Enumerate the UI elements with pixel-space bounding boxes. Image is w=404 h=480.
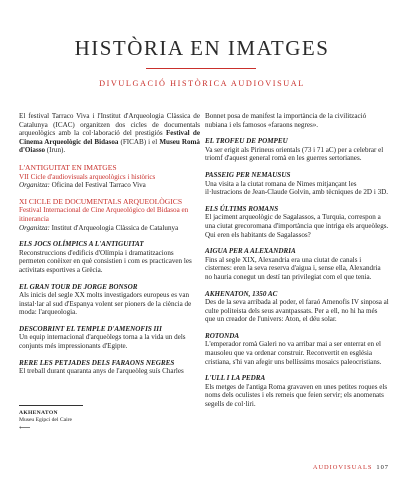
page-subtitle: DIVULGACIÓ HISTÒRICA AUDIOVISUAL [99,79,305,88]
film-entry [205,171,389,197]
film-entry [205,137,389,163]
film-entry [19,283,200,317]
intro-paragraph [19,112,200,155]
cycle-heading-1: L'ANTIGUITAT EN IMATGES [19,162,117,172]
film-title: ELS ÚLTIMS ROMANS [205,204,279,213]
film-entry [205,332,389,366]
film-title: ELS JOCS OLÍMPICS A L'ANTIGUITAT [19,240,144,249]
film-description: Els metges de l'antiga Roma gravaven en unes petites roques els noms dels oculistes i els remeis que feien servir; els anomenats segells de col·liri. [205,382,388,409]
film-description: Un equip internacional d'arqueòlegs torna a la vida un dels conjunts més impressionants d'Egipte. [19,333,186,351]
left-column [19,112,200,376]
film-description: El treball durant quaranta anys de l'arqueòleg suís Charles [19,367,184,376]
film-title: AIGUA PER A ALEXANDRIA [205,247,296,256]
cycle-line-2: Festival Internacional de Cine Arqueológico del Bidasoa en itinerancia [19,206,189,223]
continued-text: Bonnet posa de manifest la importància de la civilització nubiana i els famosos «faraons negres». [205,112,367,129]
section-label: AUDIOVISUALS [312,464,373,471]
caption-divider [19,405,83,406]
cycle-organizer-1 [19,181,200,190]
film-title: ROTONDA [205,331,240,340]
right-column [205,112,389,409]
film-title: DESCOBRINT EL TEMPLE D'AMENOFIS III [19,324,162,333]
organizer-value: Institut d'Arqueologia Clàssica de Catalunya [49,223,179,232]
film-description: L'emperador romà Galeri no va arribar mai a ser enterrat en el mausoleu que va ordenar construir. Reconvertit en església cristiana, s'hi van afegir uns bellíssims mosaics paleocristians. [205,340,382,366]
intro-ficab: Festival de Cinema Arqueològic del Bidasoa [19,129,200,146]
film-entry [205,205,389,239]
film-description: Va ser erigit als Pirineus orientals (73 i 71 aC) per a celebrar el triomf d'aquest general romà en les guerres sertorianes. [205,145,384,163]
page-number: 107 [376,464,389,471]
left-arrow-icon: ⟵ [19,423,31,432]
caption-title: AKHENATON [19,410,58,416]
film-entry [205,374,389,408]
film-title: RERE LES PETJADES DELS FARAONS NEGRES [19,358,175,367]
title-divider [146,68,256,69]
film-title: EL TROFEU DE POMPEU [205,137,288,146]
intro-text-1: El festival Tarraco Viva i l'Institut d'Arqueologia Clàssica de Catalunya (ICAC) organitzen dos cicles de documentals arqueològics amb la col·laboració del prestigiós [19,112,200,138]
film-description: Una visita a la ciutat romana de Nimes mitjançant les il·lustracions de Jean-Claude Golvin, amb tècniques de 2D i 3D. [205,179,389,197]
film-title: PASSEIG PER NEMAUSUS [205,170,291,179]
film-description: Fins al segle XIX, Alexandria era una ciutat de canals i cisternes: eren la seva reserva d'aigua i, sense ella, Alexandria no hauria conegut un destí tan privilegiat com el que tenia. [205,255,381,281]
image-caption [19,410,72,432]
cycle-organizer-2 [19,224,200,233]
page-title: HISTÒRIA EN IMATGES [74,36,330,60]
intro-text-2: (FICAB) i el [118,137,160,146]
cycle-block-2 [19,198,200,232]
film-description: El jaciment arqueològic de Sagalassos, a Turquia, correspon a una ciutat grecoromana d'importància que intriga els arqueòlegs. Qui eren els habitants de Sagalassos? [205,213,389,239]
film-entry [19,359,200,376]
film-entry [19,240,200,274]
film-description: Reconstruccions d'edificis d'Olímpia i dramatitzacions permeten conèixer en què consistien i com es practicaven les activitats esportives a Grècia. [19,248,192,274]
film-description: Als inicis del segle XX molts investigadors europeus es van instal·lar al sud d'Espanya volent ser pioners de la ciència de moda: l'arqueologia. [19,291,192,317]
caption-source: Museu Egipci del Caire [19,417,72,423]
intro-text-3: (Irun). [45,146,66,155]
film-title: L'ULL I LA PEDRA [205,374,266,383]
cycle-line-1: VII Cicle d'audiovisuals arqueològics i històrics [19,172,156,181]
page-footer [313,464,389,471]
film-title: EL GRAN TOUR DE JORGE BONSOR [19,282,138,291]
film-entry [205,290,389,324]
organizer-value: Oficina del Festival Tarraco Viva [49,181,146,190]
cycle-heading-2: XI CICLE DE DOCUMENTALS ARQUEOLÒGICS [19,196,183,206]
film-entry [19,325,200,351]
intro-museum: Museu Romà d'Oiasso [19,137,200,155]
film-entry [205,247,389,281]
organizer-label: Organitza: [19,181,50,190]
film-description: Des de la seva arribada al poder, el faraó Amenofis IV sinposa al culte politeista dels seus avantpassats. Per a ell, no hi ha més que un creador de l'univers: Aton, el déu solar. [205,298,389,324]
film-title: AKHENATON, 1350 AC [205,289,278,298]
organizer-label: Organitza: [19,223,50,232]
cycle-block-1 [19,164,200,190]
